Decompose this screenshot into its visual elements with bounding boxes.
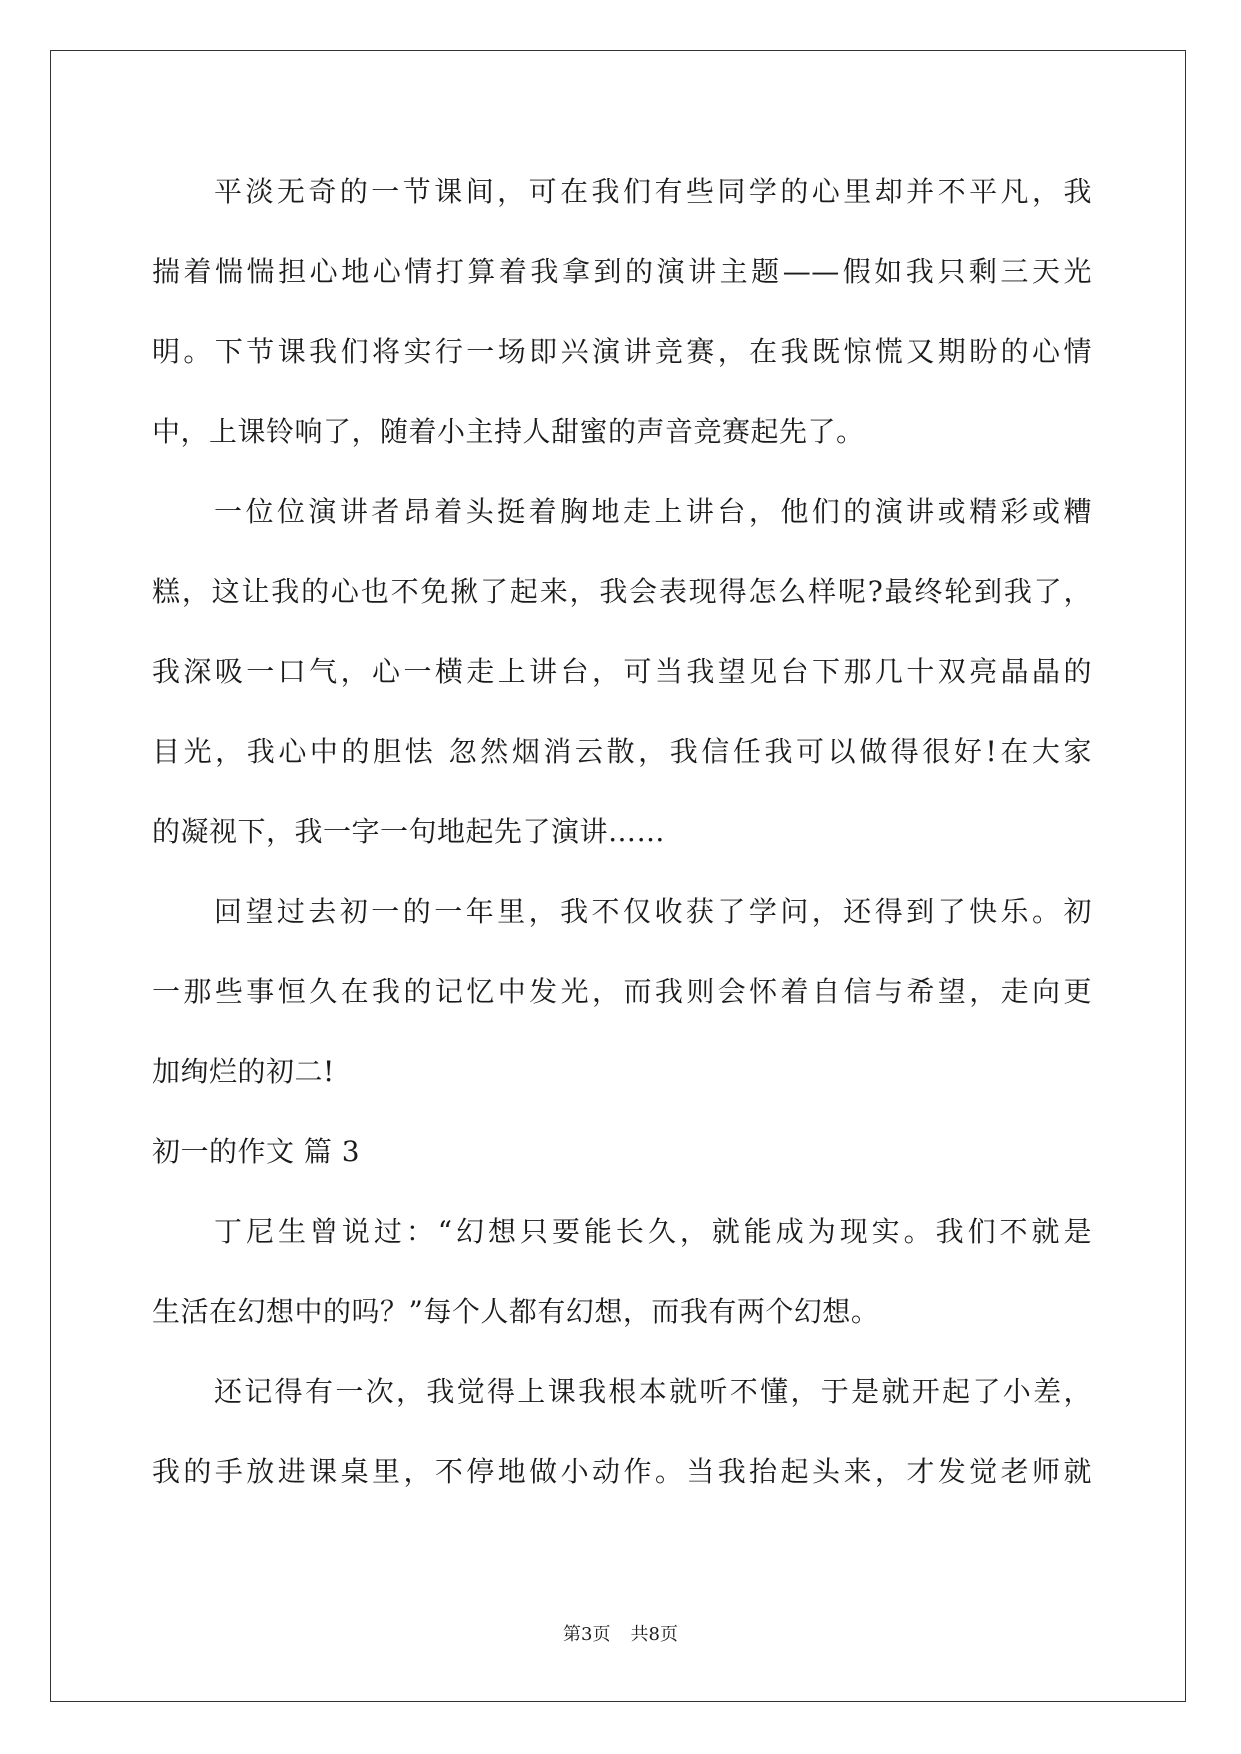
paragraph-3-line-2: 一那些事恒久在我的记忆中发光，而我则会怀着自信与希望，走向更	[152, 975, 1092, 1008]
paragraph-4-line-1: 丁尼生曾说过：“幻想只要能长久，就能成为现实。我们不就是	[214, 1215, 1092, 1248]
paragraph-3-line-3: 加绚烂的初二!	[152, 1055, 335, 1088]
paragraph-1-line-3: 明。下节课我们将实行一场即兴演讲竞赛，在我既惊慌又期盼的心情	[152, 335, 1092, 368]
document-body	[152, 160, 1092, 1520]
paragraph-2-line-4: 目光，我心中的胆怯 忽然烟消云散，我信任我可以做得很好!在大家	[152, 735, 1092, 768]
paragraph-5-line-1: 还记得有一次，我觉得上课我根本就听不懂，于是就开起了小差，	[214, 1375, 1092, 1408]
paragraph-4-line-2: 生活在幻想中的吗？”每个人都有幻想，而我有两个幻想。	[152, 1295, 880, 1328]
paragraph-2-line-3: 我深吸一口气，心一横走上讲台，可当我望见台下那几十双亮晶晶的	[152, 655, 1092, 688]
paragraph-3-line-1: 回望过去初一的一年里，我不仅收获了学问，还得到了快乐。初	[214, 895, 1092, 928]
paragraph-1-line-4: 中，上课铃响了，随着小主持人甜蜜的声音竞赛起先了。	[152, 415, 865, 448]
section-heading: 初一的作文 篇 3	[152, 1135, 361, 1168]
page-number: 第3页	[563, 1624, 611, 1645]
page-total: 共8页	[630, 1624, 678, 1645]
page-footer	[0, 1620, 1241, 1646]
paragraph-5-line-2: 我的手放进课桌里，不停地做小动作。当我抬起头来，才发觉老师就	[152, 1455, 1092, 1488]
paragraph-2-line-1: 一位位演讲者昂着头挺着胸地走上讲台，他们的演讲或精彩或糟	[214, 495, 1092, 528]
paragraph-1-line-1: 平淡无奇的一节课间，可在我们有些同学的心里却并不平凡，我	[214, 175, 1092, 208]
paragraph-2-line-2: 糕，这让我的心也不免揪了起来，我会表现得怎么样呢?最终轮到我了，	[152, 575, 1092, 608]
paragraph-1-line-2: 揣着惴惴担心地心情打算着我拿到的演讲主题——假如我只剩三天光	[152, 255, 1092, 288]
paragraph-2-line-5: 的凝视下，我一字一句地起先了演讲……	[152, 815, 666, 848]
